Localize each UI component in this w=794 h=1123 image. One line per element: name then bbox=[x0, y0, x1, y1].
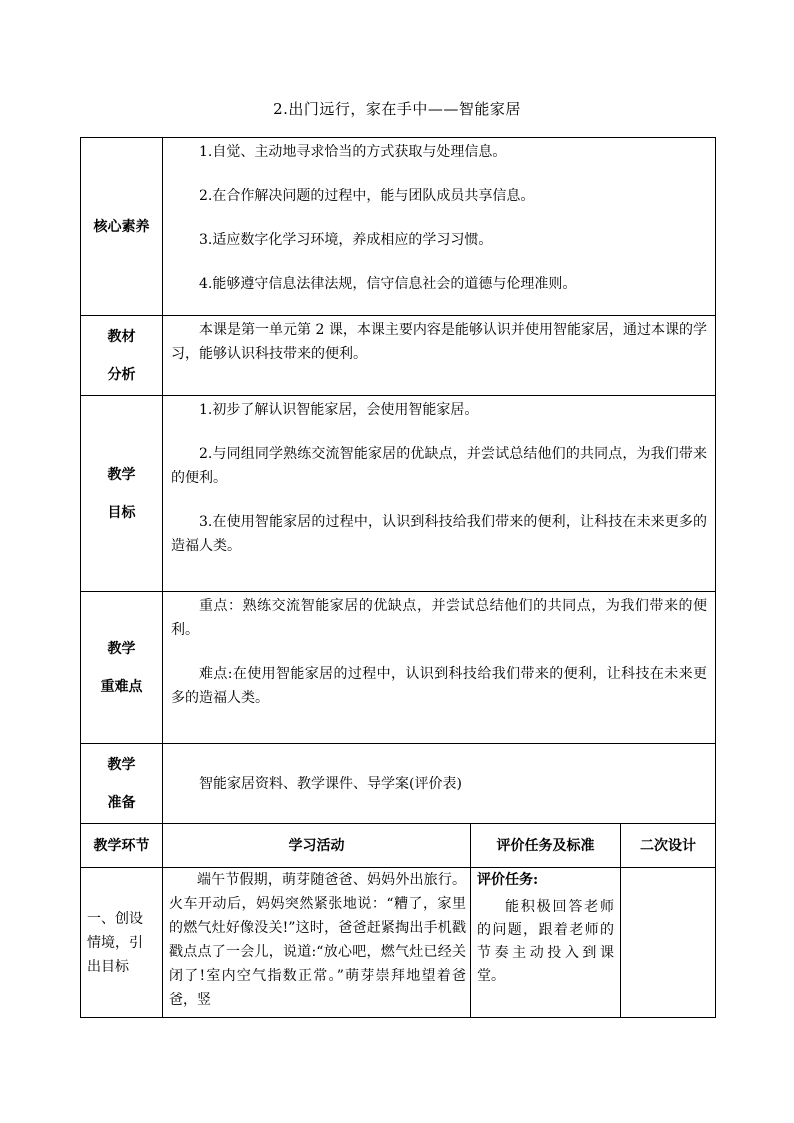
row-material-analysis bbox=[81, 316, 716, 396]
stage-1-activity-text: 端午节假期，萌芽随爸爸、妈妈外出旅行。火车开动后，妈妈突然紧张地说：“糟了，家里的燃气灶好像没关!”这时，爸爸赶紧掏出手机戳戳点点了一会儿，说道:“放心吧，燃气灶已经关闭了!室内空气指数正常。”萌芽崇拜地望着爸爸，竖 bbox=[169, 872, 466, 1008]
header-evaluation: 评价任务及标准 bbox=[471, 824, 621, 868]
header-stage: 教学环节 bbox=[81, 824, 163, 868]
core-item-2: 2.在合作解决问题的过程中，能与团队成员共享信息。 bbox=[199, 188, 535, 204]
header-activity: 学习活动 bbox=[163, 824, 471, 868]
stage-1-evaluation bbox=[471, 868, 621, 1018]
teaching-prep-content bbox=[163, 744, 716, 824]
core-item-4: 4.能够遵守信息法律法规，信守信息社会的道德与伦理准则。 bbox=[199, 276, 577, 292]
stage-1-activity bbox=[163, 868, 471, 1018]
material-text: 本课是第一单元第 2 课，本课主要内容是能够认识并使用智能家居，通过本课的学习，能够认识科技带来的便利。 bbox=[171, 322, 708, 362]
material-analysis-content bbox=[163, 316, 716, 396]
core-item-1: 1.自觉、主动地寻求恰当的方式获取与处理信息。 bbox=[199, 144, 507, 160]
label-key-points: 教学 重难点 bbox=[81, 592, 163, 744]
page-title: 2.出门远行，家在手中——智能家居 bbox=[273, 100, 521, 118]
core-item-3: 3.适应数字化学习环境，养成相应的学习习惯。 bbox=[199, 232, 493, 248]
header-redesign: 二次设计 bbox=[621, 824, 716, 868]
goal-item-2: 2.与同组同学熟练交流智能家居的优缺点，并尝试总结他们的共同点，为我们带来的便利。 bbox=[171, 446, 708, 486]
stage-1-eval-title: 评价任务: bbox=[477, 872, 539, 888]
label-teaching-prep: 教学 准备 bbox=[81, 744, 163, 824]
key-points-content bbox=[163, 592, 716, 744]
stage-1-eval-text: 能积极回答老师的问题，跟着老师的节奏主动投入到课堂。 bbox=[477, 899, 614, 984]
row-key-points bbox=[81, 592, 716, 744]
goal-item-1: 1.初步了解认识智能家居，会使用智能家居。 bbox=[199, 402, 479, 418]
key-point-focus: 重点：熟练交流智能家居的优缺点，并尝试总结他们的共同点，为我们带来的便利。 bbox=[171, 598, 708, 638]
stage-1-redesign bbox=[621, 868, 716, 1018]
goal-item-3: 3.在使用智能家居的过程中，认识到科技给我们带来的便利，让科技在未来更多的造福人类。 bbox=[171, 514, 708, 554]
row-teaching-goals bbox=[81, 396, 716, 592]
teaching-goals-content bbox=[163, 396, 716, 592]
stage-1-name: 一、创设情境，引出目标 bbox=[81, 868, 163, 1018]
key-point-difficulty: 难点:在使用智能家居的过程中，认识到科技给我们带来的便利，让科技在未来更多的造福人类。 bbox=[171, 666, 708, 706]
row-teaching-prep bbox=[81, 744, 716, 824]
label-material-analysis: 教材 分析 bbox=[81, 316, 163, 396]
row-process-header bbox=[81, 824, 716, 868]
prep-text: 智能家居资料、教学课件、导学案(评价表) bbox=[199, 775, 462, 792]
core-literacy-content bbox=[163, 138, 716, 316]
row-process-stage-1 bbox=[81, 868, 716, 1018]
lesson-plan-table bbox=[80, 137, 716, 1018]
row-core-literacy bbox=[81, 138, 716, 316]
label-core-literacy: 核心素养 bbox=[81, 138, 163, 316]
label-teaching-goals: 教学 目标 bbox=[81, 396, 163, 592]
